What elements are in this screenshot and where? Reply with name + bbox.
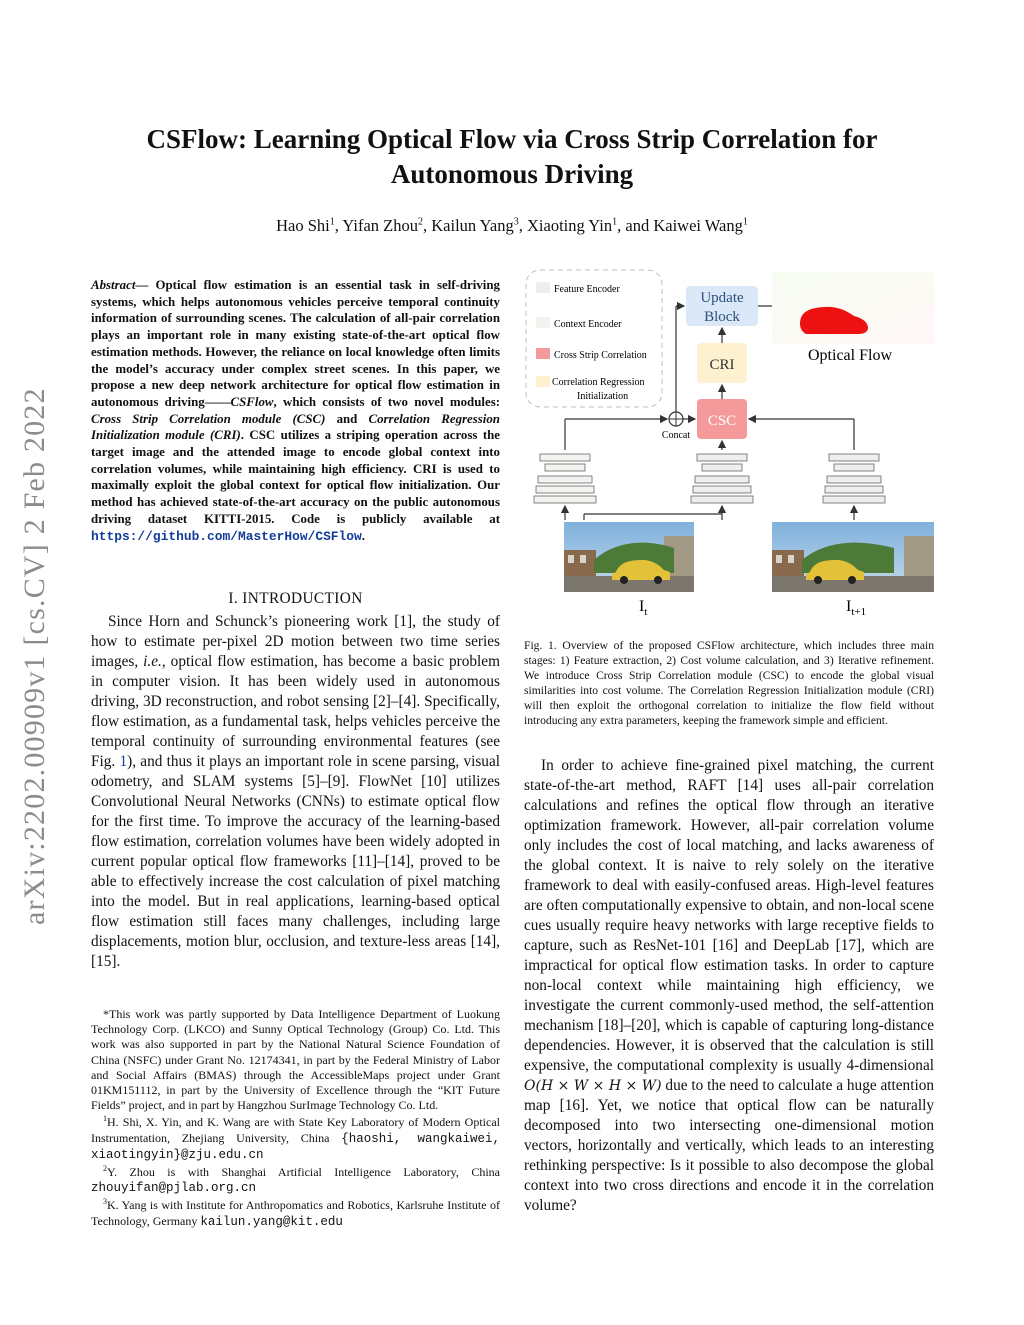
email: kailun.yang@kit.edu [200,1214,343,1229]
author-affiliation: 1 [329,216,335,228]
abstract-label: Abstract [91,278,136,292]
legend-label: Cross Strip Correlation [554,350,647,361]
text-run: due to the need to calculate a huge attention map [16]. Yet, we notice that optical flow can be naturally decomposed into two intersecting one-dimensional motion vectors, horizontally and vertically, which leads to an interesting rethinking perspective: Is it possible to also decompose the global context into two cross directions and encode it in the correlation volume? [524,1077,934,1214]
footnote-funding: *This work was partly supported by Data Intelligence Department of Luokung Technology Corp. (LKCO) and Sunny Optical Technology (Group) Co. Ltd. This work was also supported in part by the National Natural Science Foundation of China (NSFC) under Grant No. 12174341, in part by the Federal Ministry of Labor and Social Affairs (BMAS) through the AccessibleMaps project under Grant 01KM151112, in part by the University of Excellence through the “KIT Future Fields” project, and in part by Hangzhou SurImage Technology Co. Ltd. [91,1007,500,1113]
optical-flow-label: Optical Flow [808,347,892,364]
arxiv-stamp: arXiv:2202.00909v1 [cs.CV] 2 Feb 2022 [18,387,51,925]
code-link[interactable]: https://github.com/MasterHow/CSFlow [91,528,362,544]
author-name: Kaiwei Wang [653,216,743,235]
paragraph [91,612,500,972]
legend-label: Initialization [577,391,629,402]
abstract-text: — Optical flow estimation is an essential task in self-driving systems, which helps autonomous vehicles perceive temporal continuity information of surrounding scenes. The calculation of all-pair correlation plays an important role in many existing state-of-the-art optical flow estimation methods. However, the reliance on local knowledge often limits the model’s accuracy under complex street scenes. In this paper, we propose a new deep network architecture for optical flow estimation in autonomous driving—— [91,278,500,409]
right-column-body [524,756,934,1216]
author-name: Yifan Zhou [342,216,418,235]
paper-title [80,122,944,192]
footnote-mark: 3 [103,1197,107,1207]
footnote-text: H. Shi, X. Yin, and K. Wang are with State Key Laboratory of Modern Optical Instrumentation, Zhejiang University, China [91,1115,500,1145]
context-encoder-stack [534,454,596,503]
abstract-text: . [361,528,365,543]
footnote-1 [91,1115,500,1163]
text-run: ), and thus it plays an important role in scene parsing, visual odometry, and SLAM systems [5]–[9]. FlowNet [10] utilizes Convolutional Neural Networks (CNNs) to estimate optical flow for the first time. To improve the accuracy of the learning-based flow estimation, correlation volumes have been widely adopted in current popular optical flow frameworks [11]–[14], proved to be able to effectively increase the cost calculation of pixel matching into the model. But in real applications, learning-based optical flow estimation still faces many challenges, including large displacements, motion blur, occlusion, and texture-less areas [14], [15]. [91,753,500,970]
author-affiliation: 2 [418,216,423,228]
footnote-3 [91,1198,500,1229]
footnote-text: K. Yang is with Institute for Anthropomatics and Robotics, Karlsruhe Institute of Technology, Germany [91,1198,500,1228]
email: {haoshi, wangkaiwei, xiaotingyin}@zju.edu.cn [91,1131,500,1162]
figure-reference-link[interactable]: 1 [119,753,128,770]
frame-image-t-plus-1 [772,522,934,592]
frame-label-t-plus-1: $I_{t+1}$ [846,598,867,618]
abstract-text: , which consists of two novel modules: [273,394,500,409]
footnotes [91,1007,500,1232]
method-name: CSFlow [230,394,274,409]
abstract-text: and [325,411,369,426]
title-line-1: CSFlow: Learning Optical Flow via Cross Strip Correlation for [146,124,878,154]
cri-label: CRI [709,357,735,373]
footnote-text: Y. Zhou is with Shanghai Artificial Intelligence Laboratory, China [107,1165,500,1180]
legend-label: Feature Encoder [554,284,620,295]
text-run: In order to achieve fine-grained pixel matching, the current state-of-the-art method, RAFT [14] uses all-pair correlation calculations and refines the optical flow through an iterative optimization framework. However, all-pair correlation volume only includes the cost of local matching, and lacks awareness of the global context. It is naive to rely solely on the iterative framework to deal with easily-confused areas. High-level features are often computationally expensive to obtain, and non-local scene cues usually require heavy networks with large receptive fields to capture, such as ResNet-101 [16] and DeepLab [17], which are impractical for optical flow estimation tasks. In order to capture non-local context while maintaining high efficiency, we investigate the current commonly-used method, the self-attention mechanism [18]–[20], which is capable of capturing long-distance dependencies. However, it is observed that the calculation is still expensive, the computational complexity is usually 4-dimensional [524,757,934,1074]
concat-label: Concat [661,430,691,441]
update-block-label: Update [700,290,744,306]
author-name: Xiaoting Yin [527,216,613,235]
cri-swatch [536,376,550,387]
frame-image-t [564,522,694,592]
text-run: i.e. [143,653,162,670]
author-name: Hao Shi [276,216,330,235]
author-affiliation: 1 [612,216,618,228]
csc-swatch [536,348,550,359]
feature-encoder-swatch [536,282,550,293]
legend-label: Context Encoder [554,319,622,330]
author-affiliation: 1 [742,216,748,228]
update-block-label: Block [704,309,740,325]
context-encoder-swatch [536,317,550,328]
author-name: Kailun Yang [431,216,514,235]
feature-encoder-stack-1 [691,454,753,503]
module-name: Cross Strip Correlation module (CSC) [91,411,326,426]
author-list: Hao Shi$^1$, Yifan Zhou$^2$, Kailun Yang$^3$, Xiaoting Yin$^1$, and Kaiwei Wang$^1$ [276,216,748,235]
title-line-2: Autonomous Driving [390,159,634,189]
paragraph [524,756,934,1216]
text-run: Since Horn and Schunck’s pioneering work [1], the study of how to estimate per-pixel 2D motion between two time series images, [91,613,500,670]
architecture-figure [524,268,936,622]
section-heading: I. INTRODUCTION [228,590,363,607]
module-name: Correlation Regression Initialization module (CRI) [91,411,500,443]
figure-caption: Fig. 1. Overview of the proposed CSFlow architecture, which includes three main stages: 1) Feature extraction, 2) Cost volume calculation, and 3) Iterative refinement. We introduce Cross Strip Correlation module (CSC) to encode the global visual similarities into cost volume. The Correlation Regression Initialization module (CRI) will then exploit the orthogonal correlation to initialize the flow field without introducing any extra parameters, keeping the framework simple and efficient. [524,639,934,727]
complexity-formula: O(H × W × H × W) [524,1078,662,1094]
email: zhouyifan@pjlab.org.cn [91,1181,257,1196]
abstract [91,277,500,545]
text-run: , optical flow estimation, has become a basic problem in computer vision. It has been widely used in autonomous driving, 3D reconstruction, and robot sensing [2]–[4]. Specifically, flow estimation, as a fundamental task, helps vehicles perceive the temporal continuity of surrounding environmental features (see Fig. [91,653,500,770]
frame-label-t: $I_t$ [639,598,648,618]
feature-encoder-stack-2 [823,454,885,503]
footnote-mark: 2 [103,1164,107,1174]
footnote-mark: 1 [103,1114,107,1124]
csc-label: CSC [707,413,737,429]
author-affiliation: 3 [513,216,519,228]
introduction-body [91,612,500,972]
abstract-text: . CSC utilizes a striping operation across the target image and the attended image to encode global context into correlation volumes, while maintaining high efficiency. CRI is used to maximally exploit the global context for optical flow initialization. Our method has achieved state-of-the-art accuracy on the public autonomous driving dataset KITTI-2015. Code is publicly available at [91,428,500,526]
footnote-2 [91,1165,500,1196]
legend-label: Correlation Regression [552,377,645,388]
